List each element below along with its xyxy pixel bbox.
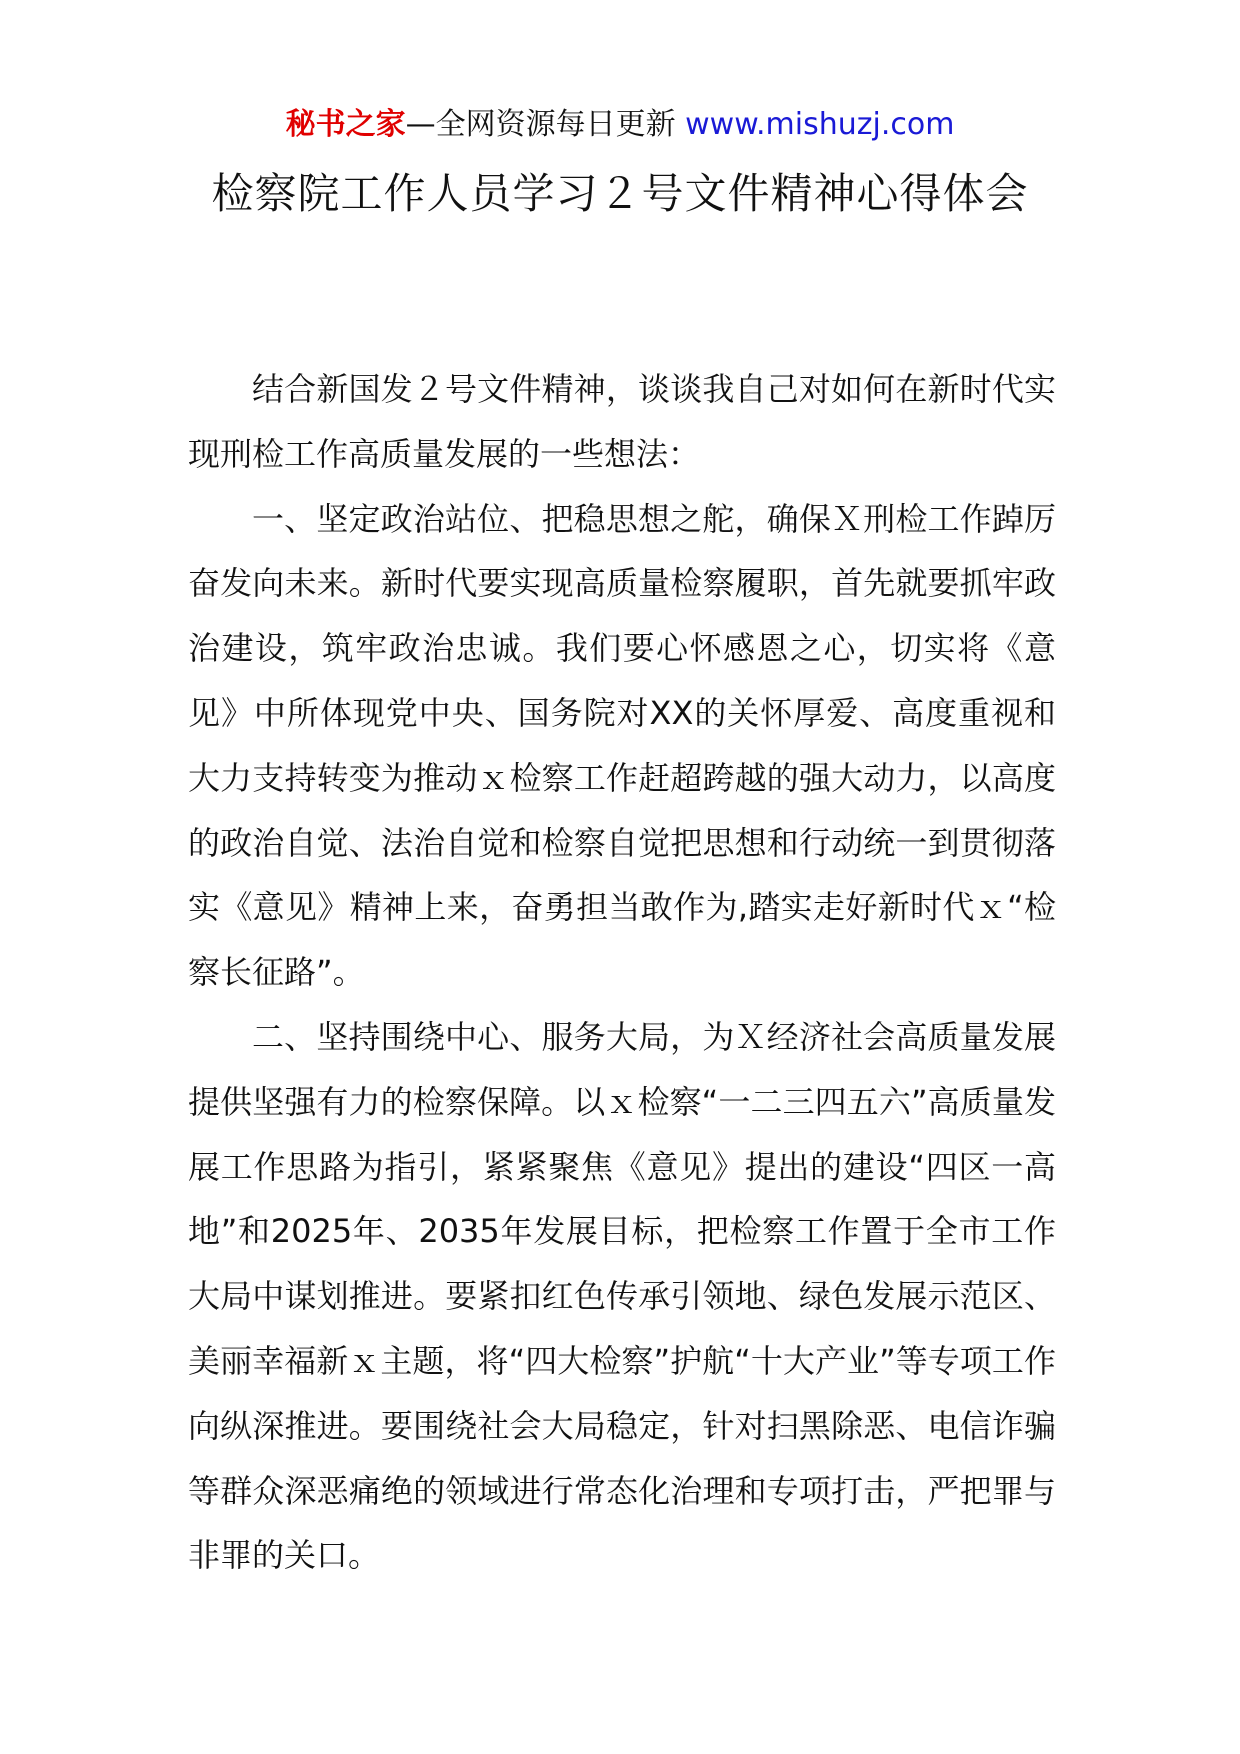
paragraph-section-2: 二、坚持围绕中心、服务大局，为Ｘ经济社会高质量发展提供坚强有力的检察保障。以ｘ检察“一二三四五六”高质量发展工作思路为指引，紧紧聚焦《意见》提出的建设“四区一高地”和2025年、2035年发展目标，把检察工作置于全市工作大局中谋划推进。要紧扣红色传承引领地、绿色发展示范区、美丽幸福新ｘ主题，将“四大检察”护航“十大产业”等专项工作向纵深推进。要围绕社会大局稳定，针对扫黑除恶、电信诈骗等群众深恶痛绝的领域进行常态化治理和专项打击，严把罪与非罪的关口。 <box>188 1017 1056 1575</box>
brand-name: 秘书之家 <box>285 107 406 142</box>
brand-slogan: —全网资源每日更新 <box>405 107 676 142</box>
document-title: 检察院工作人员学习２号文件精神心得体会 <box>211 169 1029 218</box>
document-body <box>188 357 1056 1588</box>
watermark-header <box>0 103 1240 147</box>
paragraph-section-1: 一、坚定政治站位、把稳思想之舵，确保Ｘ刑检工作踔厉奋发向未来。新时代要实现高质量检察履职，首先就要抓牢政治建设，筑牢政治忠诚。我们要心怀感恩之心，切实将《意见》中所体现党中央、国务院对XX的关怀厚爱、高度重视和大力支持转变为推动ｘ检察工作赶超跨越的强大动力，以高度的政治自觉、法治自觉和检察自觉把思想和行动统一到贯彻落实《意见》精神上来，奋勇担当敢作为,踏实走好新时代ｘ“检察长征路”。 <box>188 499 1056 992</box>
site-url: www.mishuzj.com <box>685 107 955 142</box>
paragraph-intro: 结合新国发２号文件精神，谈谈我自己对如何在新时代实现刑检工作高质量发展的一些想法： <box>188 370 1056 473</box>
